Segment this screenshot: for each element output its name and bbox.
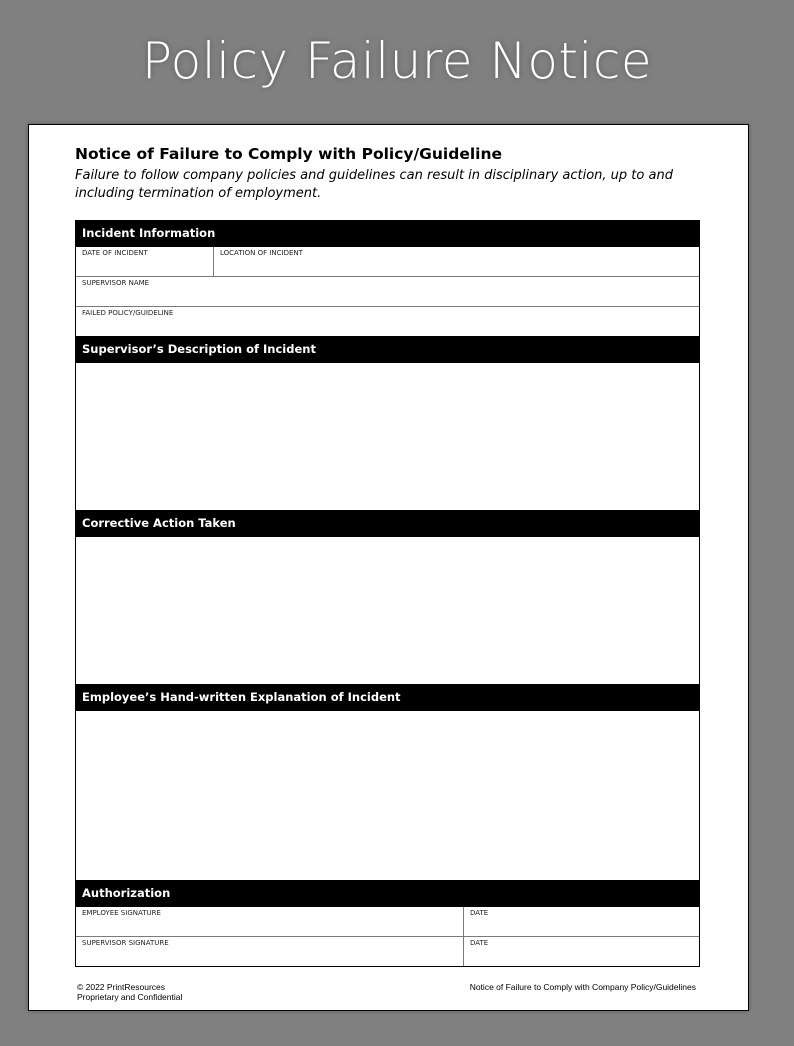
employee-signature-field[interactable] bbox=[76, 907, 464, 936]
incident-row-date-location bbox=[76, 247, 699, 277]
footer-left bbox=[77, 982, 182, 1002]
authorization-row-supervisor bbox=[76, 937, 699, 966]
employee-explanation-box[interactable] bbox=[76, 711, 699, 880]
section-header-employee-explanation: Employee’s Hand-written Explanation of Incident bbox=[76, 684, 699, 711]
document-title: Notice of Failure to Comply with Policy/Guideline bbox=[75, 145, 503, 163]
footer-confidential: Proprietary and Confidential bbox=[77, 992, 183, 1002]
supervisor-date-label: DATE bbox=[470, 939, 489, 947]
date-of-incident-label: DATE OF INCIDENT bbox=[82, 249, 148, 257]
employee-date-label: DATE bbox=[470, 909, 489, 917]
failed-policy-label: FAILED POLICY/GUIDELINE bbox=[82, 309, 174, 317]
location-of-incident-label: LOCATION OF INCIDENT bbox=[220, 249, 303, 257]
date-of-incident-field[interactable] bbox=[76, 247, 214, 276]
incident-row-supervisor bbox=[76, 277, 699, 307]
section-header-incident-information: Incident Information bbox=[76, 220, 699, 247]
incident-row-policy bbox=[76, 307, 699, 336]
supervisor-signature-label: SUPERVISOR SIGNATURE bbox=[82, 939, 169, 947]
section-header-authorization: Authorization bbox=[76, 880, 699, 907]
supervisor-name-field[interactable] bbox=[76, 277, 699, 306]
footer-copyright: © 2022 PrintResources bbox=[77, 982, 166, 992]
document-page bbox=[28, 124, 749, 1011]
corrective-action-box[interactable] bbox=[76, 537, 699, 684]
employee-date-field[interactable] bbox=[464, 907, 699, 936]
supervisor-name-label: SUPERVISOR NAME bbox=[82, 279, 150, 287]
supervisor-date-field[interactable] bbox=[464, 937, 699, 966]
banner-title: Policy Failure Notice bbox=[141, 32, 653, 90]
employee-signature-label: EMPLOYEE SIGNATURE bbox=[82, 909, 161, 917]
section-header-supervisor-description: Supervisor’s Description of Incident bbox=[76, 336, 699, 363]
authorization-row-employee bbox=[76, 907, 699, 937]
form bbox=[75, 220, 700, 967]
failed-policy-field[interactable] bbox=[76, 307, 699, 336]
supervisor-description-box[interactable] bbox=[76, 363, 699, 510]
location-of-incident-field[interactable] bbox=[214, 247, 699, 276]
supervisor-signature-field[interactable] bbox=[76, 937, 464, 966]
section-header-corrective-action: Corrective Action Taken bbox=[76, 510, 699, 537]
footer-document-name: Notice of Failure to Comply with Company Policy/Guidelines bbox=[469, 982, 696, 992]
document-subtitle: Failure to follow company policies and guidelines can result in disciplinary action, up to and including termination of employment. bbox=[75, 168, 673, 201]
